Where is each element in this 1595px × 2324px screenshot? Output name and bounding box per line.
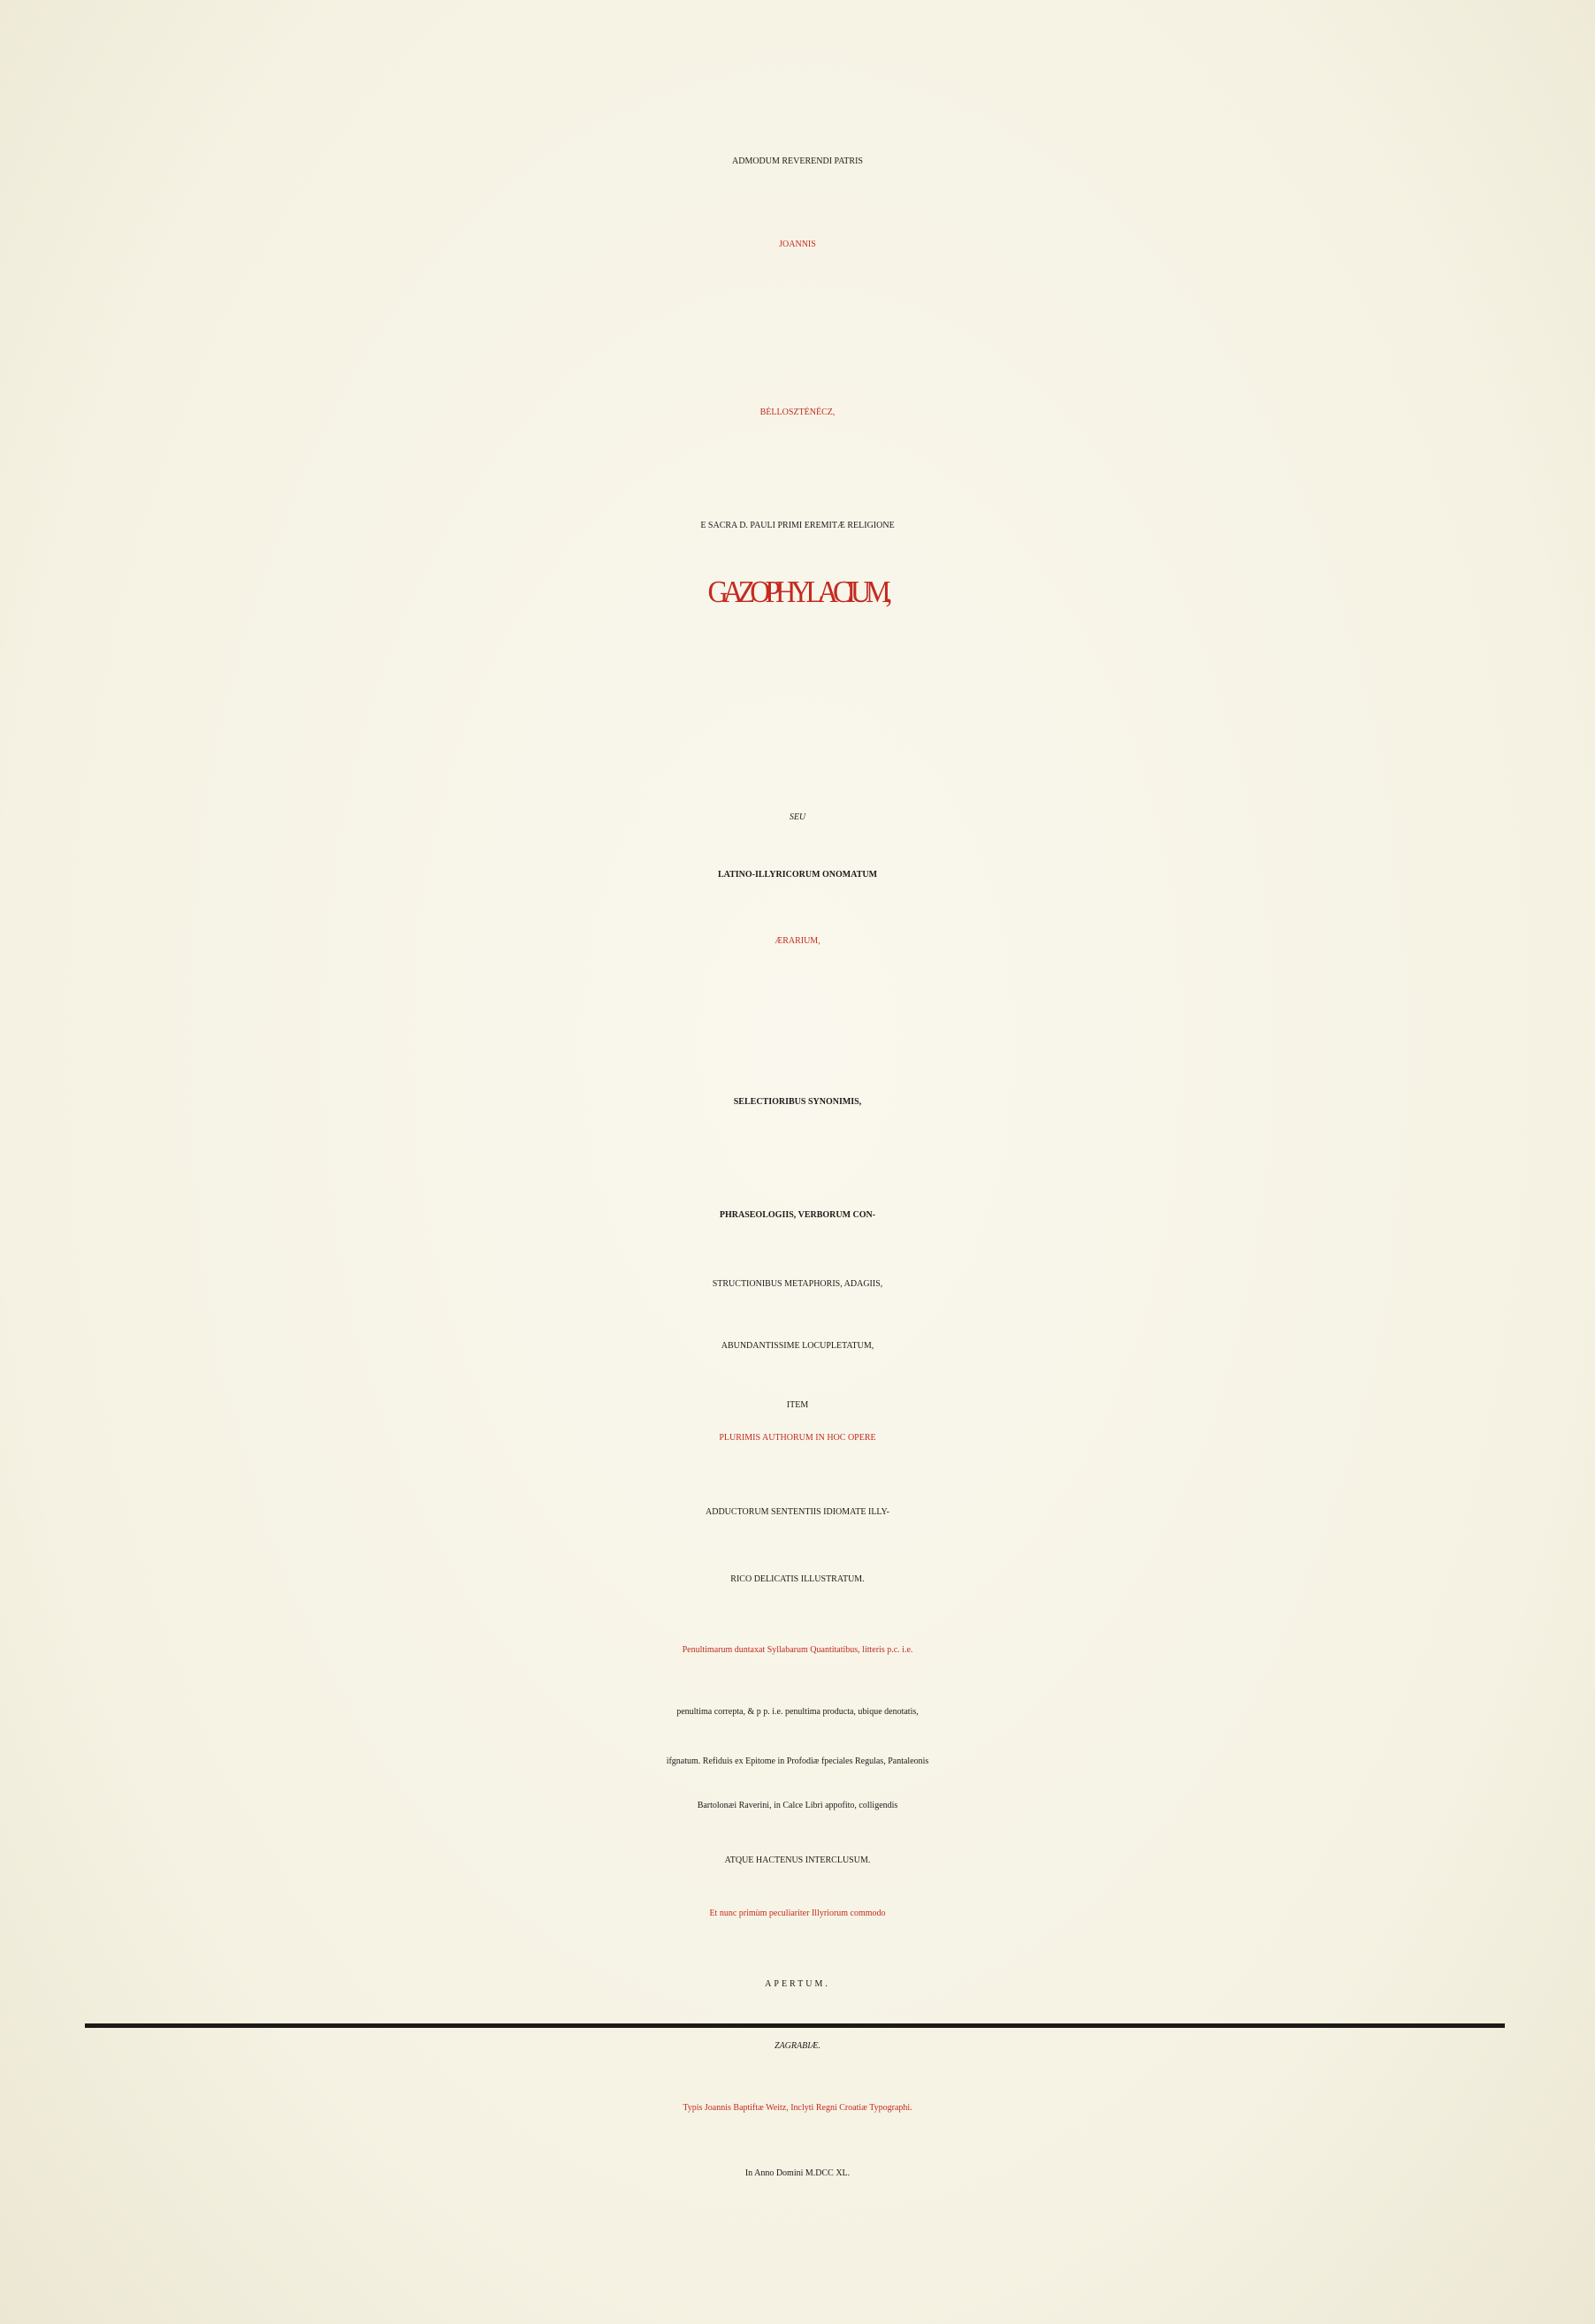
quantity-note: Penultimarum duntaxat Syllabarum Quantitatibus, litteris p.c. i.e. [682, 1645, 913, 1655]
authors-line: PLURIMIS AUTHORUM IN HOC OPERE [719, 1433, 876, 1443]
description-line-3: STRUCTIONIBUS METAPHORIS, ADAGIIS, [712, 1279, 883, 1289]
conjunction-seu: SEU [789, 812, 806, 822]
religious-order: E SACRA D. PAULI PRIMI EREMITÆ RELIGIONE [700, 521, 895, 530]
interclusum-line: ATQUE HACTENUS INTERCLUSUM. [724, 1855, 871, 1865]
sentences-line-1: ADDUCTORUM SENTENTIIS IDIOMATE ILLY- [706, 1507, 889, 1517]
residuis-note: ifgnatum. Refiduis ex Epitome in Profodiæ fpeciales Regulas, Pantaleonis [666, 1756, 929, 1766]
sentences-line-2: RICO DELICATIS ILLUSTRATUM. [730, 1574, 865, 1584]
main-title: GAZOPHYLACIUM, [707, 574, 888, 609]
subtitle-aerarium: ÆRARIUM, [775, 936, 820, 946]
author-surname: BĖLLOSZTĖNËCZ, [759, 408, 836, 417]
author-honorific: ADMODUM REVERENDI PATRIS [732, 156, 863, 166]
author-first-name: JOANNIS [779, 240, 816, 249]
description-line-1: SELECTIORIBUS SYNONIMIS, [733, 1097, 862, 1107]
description-line-4: ABUNDANTISSIME LOCUPLETATUM, [721, 1341, 874, 1351]
nunc-primum-line: Et nunc primùm peculiariter Illyriorum commodo [709, 1909, 886, 1918]
publication-year: In Anno Domini M.DCC XL. [744, 2168, 851, 2178]
bartolonaei-note: Bartolonæi Raverini, in Calce Libri appofito, colligendis [697, 1801, 898, 1810]
subtitle-line-1: LATINO-ILLYRICORUM ONOMATUM [717, 870, 878, 880]
description-line-2: PHRASEOLOGIIS, VERBORUM CON- [719, 1210, 876, 1220]
place-of-printing: ZAGRABIÆ. [775, 2041, 820, 2051]
apertum-line: APERTUM. [765, 1979, 830, 1989]
penultima-note: penultima correpta, & p p. i.e. penultima producta, ubique denotatis, [676, 1707, 919, 1717]
item-label: ITEM [786, 1400, 809, 1410]
divider-rule [85, 2023, 1505, 2028]
printer-imprint: Typis Joannis Baptiftæ Weitz, Inclyti Regni Croatiæ Typographi. [683, 2103, 912, 2113]
